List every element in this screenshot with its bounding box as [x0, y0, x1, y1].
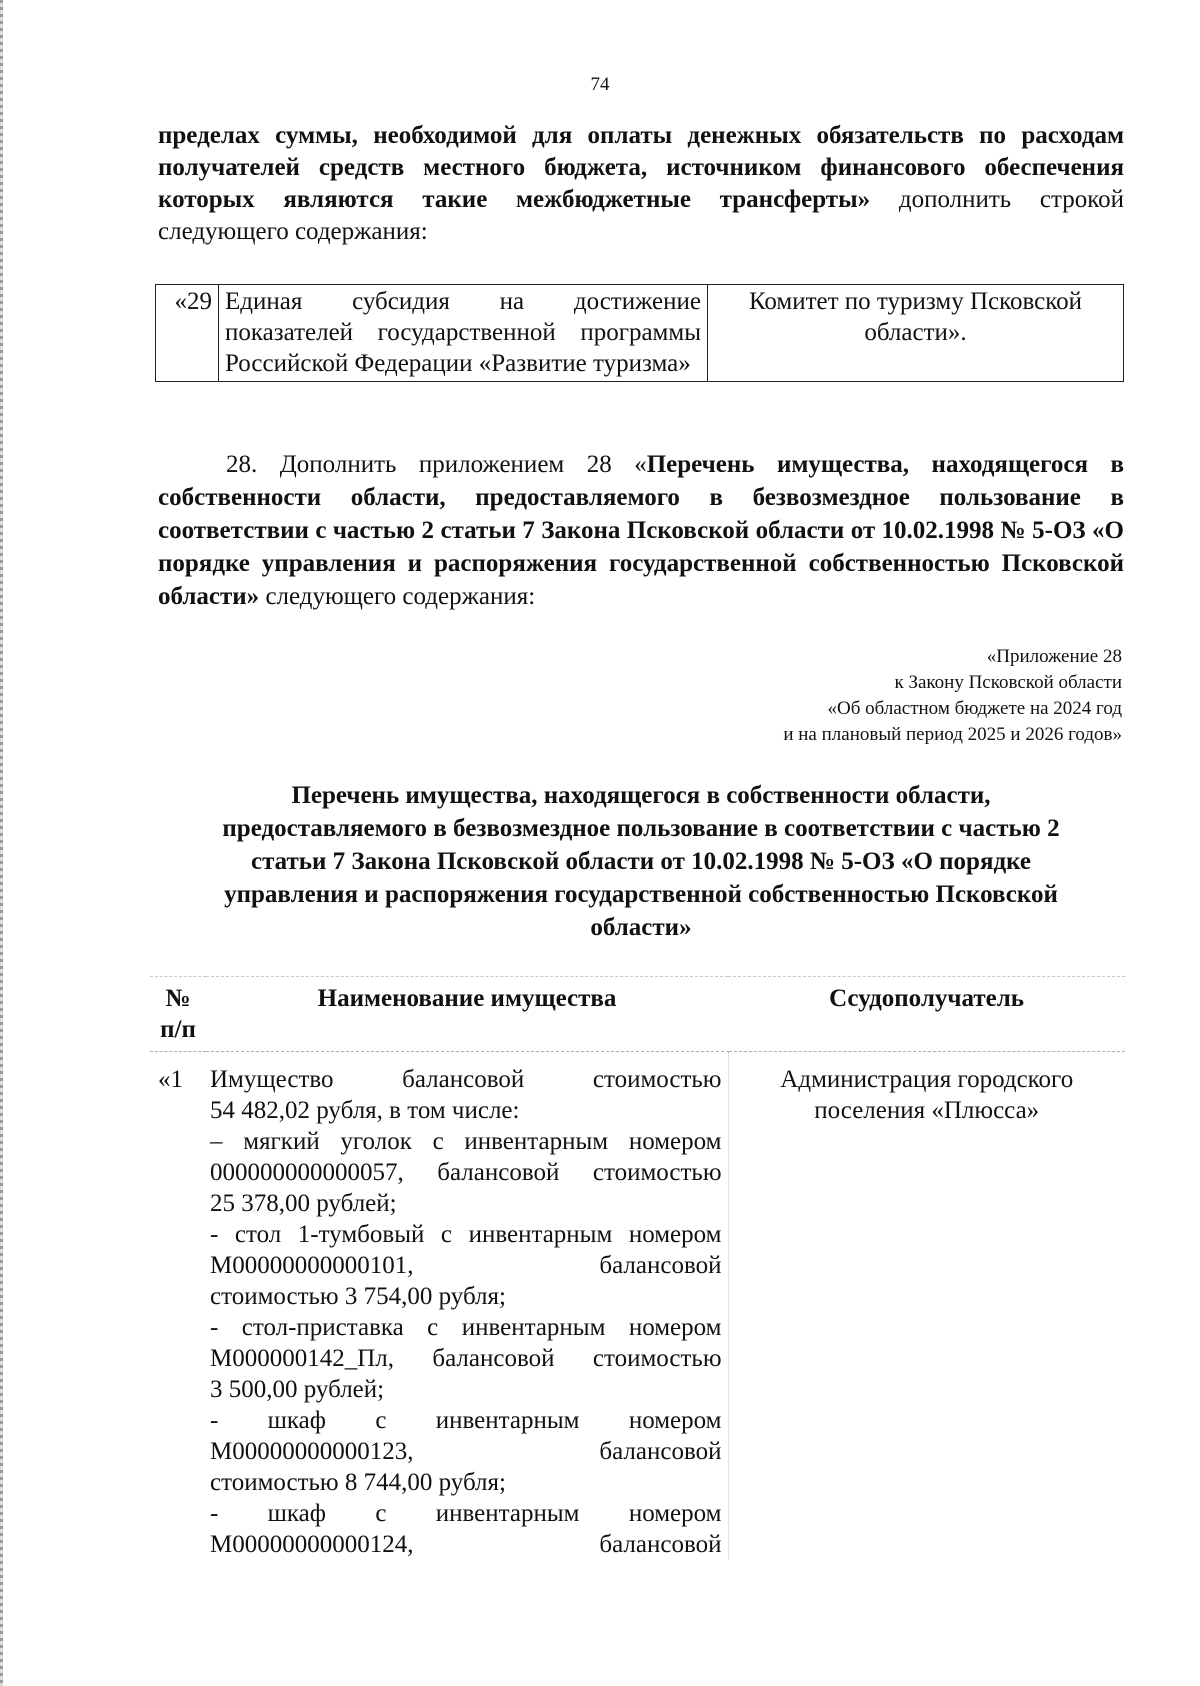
subsidy-table: [155, 284, 1124, 382]
row-beneficiary: [728, 1052, 1125, 1561]
appendix-line-2: к Закону Псковской области: [894, 672, 1122, 693]
description-line: стоимостью 8 744,00 рубля;: [210, 1469, 506, 1496]
description-line: 54 482,02 рубля, в том числе:: [210, 1097, 520, 1124]
subsidy-row-name: Единая субсидия на достижение показателей государственной программы Российской Федерации «Развитие туризма»: [219, 285, 708, 382]
appendix-line-3: «Об областном бюджете на 2024 год: [827, 698, 1122, 719]
header-beneficiary: Ссудополучатель: [728, 977, 1125, 1052]
title-line-2: предоставляемого в безвозмездное пользование в соответствии с частью 2: [222, 815, 1060, 842]
description-line: Имущество балансовой стоимостью: [210, 1066, 722, 1093]
property-table: [150, 976, 1125, 1560]
row-property-description: [206, 1052, 728, 1561]
paragraph-28-suffix: следующего содержания:: [259, 583, 536, 610]
row-number: «1: [158, 1066, 183, 1093]
description-line: - стол-приставка с инвентарным номером: [210, 1314, 722, 1341]
description-line: стоимостью 3 754,00 рубля;: [210, 1283, 506, 1310]
description-line: М00000000000124, балансовой: [210, 1531, 722, 1558]
table-header-row: [150, 977, 1125, 1052]
title-line-3: статьи 7 Закона Псковской области от 10.02.1998 № 5-ОЗ «О порядке: [250, 848, 1032, 875]
description-line: 3 500,00 рублей;: [210, 1376, 385, 1403]
appendix-header: [522, 644, 1122, 748]
table-row: [150, 1052, 1125, 1561]
appendix-line-1: «Приложение 28: [986, 646, 1122, 667]
intro-normal-text: дополнить строкой следующего содержания:: [158, 186, 1124, 245]
beneficiary-line-1: Администрация городского: [780, 1066, 1074, 1093]
table-row: [156, 285, 1124, 382]
appendix-line-4: и на плановый период 2025 и 2026 годов»: [783, 724, 1122, 745]
description-line: - стол 1-тумбовый с инвентарным номером: [210, 1221, 722, 1248]
paragraph-28-bold-text: Перечень имущества, находящегося в собственности области, предоставляемого в безвозмездное пользование в соответствии с частью 2 статьи 7 Закона Псковской области от 10.02.1998 № 5-ОЗ «О порядке управления и распоряжения государственной собственностью Псковской области»: [158, 451, 1124, 610]
intro-paragraph: [158, 120, 1124, 248]
description-line: - шкаф с инвентарным номером: [210, 1500, 722, 1527]
header-number-line-2: п/п: [160, 1016, 196, 1043]
scan-edge-artifact: [0, 0, 3, 1686]
beneficiary-line-2: поселения «Плюсса»: [814, 1097, 1040, 1124]
description-line: 000000000000057, балансовой стоимостью: [210, 1159, 722, 1186]
description-line: М000000142_Пл, балансовой стоимостью: [210, 1345, 722, 1372]
header-number-line-1: №: [165, 985, 191, 1012]
header-property-name: Наименование имущества: [206, 977, 728, 1052]
description-line: 25 378,00 рублей;: [210, 1190, 397, 1217]
header-number: [150, 977, 206, 1052]
title-line-4: управления и распоряжения государственной собственностью Псковской: [224, 881, 1058, 908]
title-line-5: области»: [590, 914, 692, 941]
subsidy-row-number: «29: [156, 285, 219, 382]
document-title: [158, 779, 1124, 944]
description-line: – мягкий уголок с инвентарным номером: [210, 1128, 722, 1155]
paragraph-28: [158, 448, 1124, 613]
description-line: М00000000000123, балансовой: [210, 1438, 722, 1465]
title-line-1: Перечень имущества, находящегося в собственности области,: [291, 782, 991, 809]
page-number: 74: [590, 74, 610, 95]
subsidy-row-organization: Комитет по туризму Псковской области».: [708, 285, 1124, 382]
intro-bold-text: пределах суммы, необходимой для оплаты денежных обязательств по расходам получателей средств местного бюджета, источником финансового обеспечения которых являются такие межбюджетные трансферты»: [158, 122, 1124, 213]
description-line: - шкаф с инвентарным номером: [210, 1407, 722, 1434]
paragraph-28-prefix: 28. Дополнить приложением 28 «: [226, 451, 647, 478]
description-line: М00000000000101, балансовой: [210, 1252, 722, 1279]
